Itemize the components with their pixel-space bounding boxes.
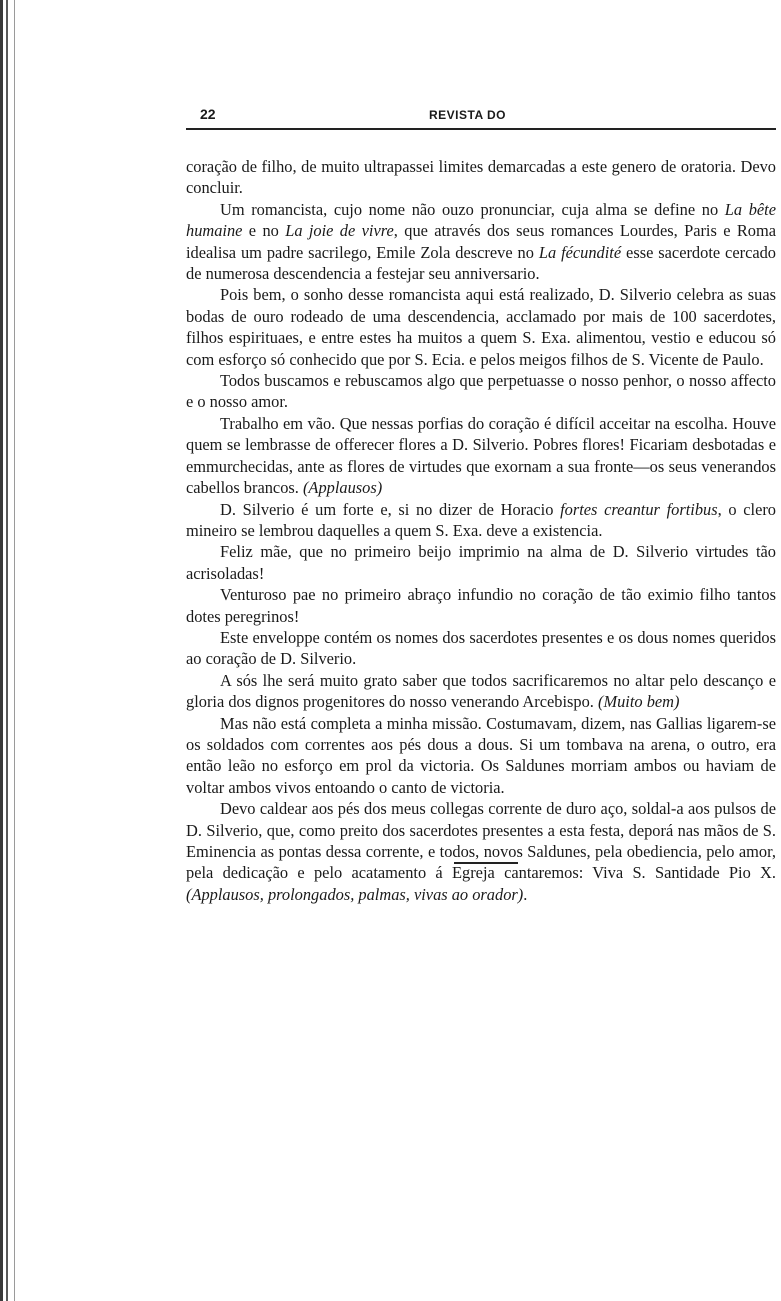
book-binding-edge <box>0 0 26 1301</box>
running-title: REVISTA DO <box>429 108 507 122</box>
latin-quote: fortes creantur fortibus <box>560 499 718 519</box>
paragraph-12: Devo caldear aos pés dos meus collegas corrente de duro aço, soldal-a aos pulsos de D. Silverio, que, como preito dos sacerdotes presentes a esta festa, deporá nas mãos de S. Eminencia as pontas dessa corrente, e todos, novos Saldunes, pela obediencia, pelo amor, pela dedicação e pelo acatamento á Egreja cantaremos: Viva S. Santidade Pio X. (Applausos, prolongados, palmas, vivas ao orador). <box>186 799 776 904</box>
italic-title: La fécundité <box>538 242 622 262</box>
stage-note: (Muito bem) <box>597 692 680 712</box>
running-head <box>186 106 778 128</box>
paragraph-7: Feliz mãe, que no primeiro beijo imprimio na alma de D. Silverio virtudes tão acrisoladas! <box>186 542 776 583</box>
italic-title: La joie de vivre <box>285 221 394 241</box>
paragraph-10: A sós lhe será muito grato saber que todos sacrificaremos no altar pelo descanço e gloria dos dignos progenitores do nosso venerando Arcebispo. (Muito bem) <box>186 670 776 712</box>
stage-note: (Applausos) <box>302 478 383 498</box>
paragraph-4: Todos buscamos e rebuscamos algo que perpetuasse o nosso penhor, o nosso affecto e o nosso amor. <box>186 371 776 412</box>
paragraph-2: Um romancista, cujo nome não ouzo pronunciar, cuja alma se define no La bête humaine e no La joie de vivre, que através dos seus romances Lourdes, Paris e Roma idealisa um padre sacrilego, Emile Zola descreve no La fécundité esse sacerdote cercado de numerosa descendencia a festejar seu anniversario. <box>186 199 777 284</box>
header-rule <box>186 128 776 130</box>
end-rule <box>454 862 518 864</box>
paragraph-6: D. Silverio é um forte e, si no dizer de Horacio fortes creantur fortibus, o clero mineiro se lembrou daquelles a quem S. Exa. deve a existencia. <box>186 499 776 540</box>
paragraph-3: Pois bem, o sonho desse romancista aqui está realizado, D. Silverio celebra as suas bodas de ouro rodeado de uma descendencia, acclamado por mais de 100 sacerdotes, filhos espirituaes, e entre estes ha muitos a quem S. Exa. alimentou, vestio e educou só com esforço só conhecido que por S. Ecia. e pelos meigos filhos de S. Vicente de Paulo. <box>186 285 776 369</box>
stage-note: (Applausos, prolongados, palmas, vivas ao orador) <box>186 884 524 904</box>
page-number: 22 <box>200 106 216 122</box>
article-body <box>186 156 776 905</box>
italic-title: La bête humaine <box>186 199 776 241</box>
paragraph-1: coração de filho, de muito ultrapassei limites demarcadas a este genero de oratoria. Devo concluir. <box>186 157 776 198</box>
paragraph-11: Mas não está completa a minha missão. Costumavam, dizem, nas Gallias ligarem-se os soldados com correntes aos pés dous a dous. Si um tombava na arena, o outro, era então leão no esforço em prol da victoria. Os Saldunes morriam ambos ou haviam de voltar ambos vivos entoando o canto de victoria. <box>186 713 776 797</box>
paragraph-5: Trabalho em vão. Que nessas porfias do coração é difícil acceitar na escolha. Houve quem se lembrasse de offerecer flores a D. Silverio. Pobres flores! Ficariam desbotadas e emmurchecidas, ante as flores de virtudes que exornam a sua fronte—os seus venerandos cabellos brancos. (Applausos) <box>186 413 776 498</box>
paragraph-9: Este enveloppe contém os nomes dos sacerdotes presentes e os dous nomes queridos ao coração de D. Silverio. <box>186 627 776 669</box>
paragraph-8: Venturoso pae no primeiro abraço infundio no coração de tão eximio filho tantos dotes peregrinos! <box>186 585 776 626</box>
